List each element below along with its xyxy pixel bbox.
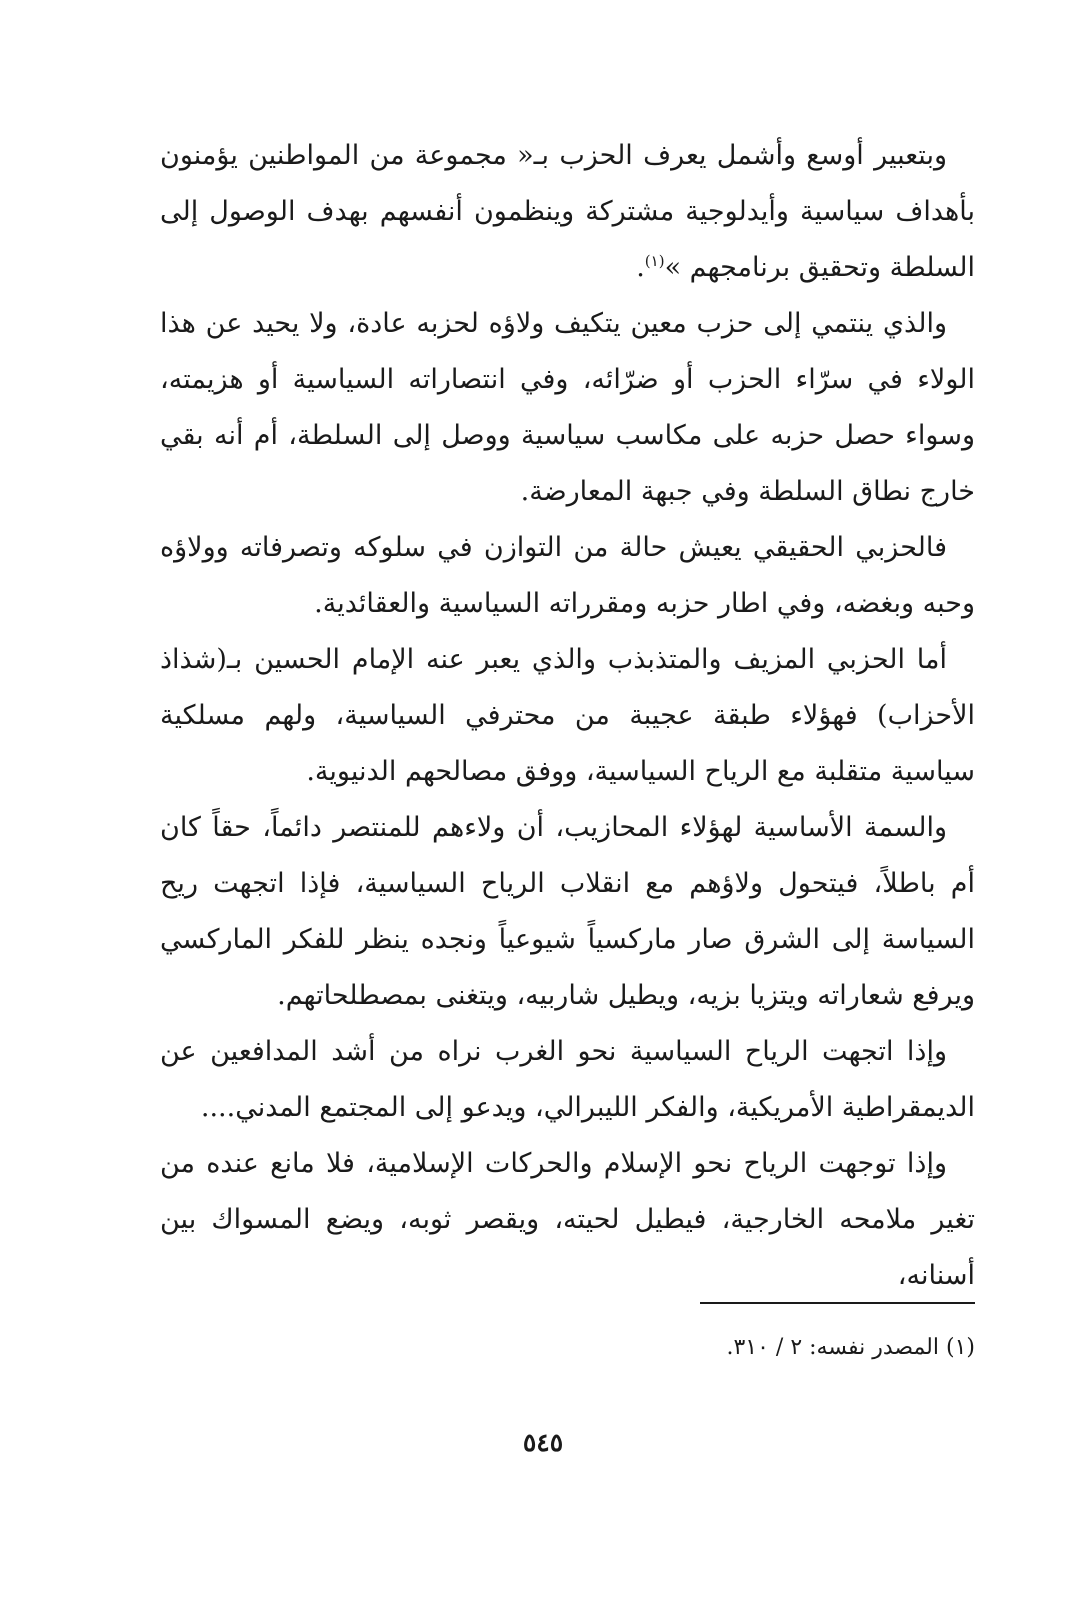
footnote-reference: (١)	[644, 252, 665, 270]
paragraph-4: أما الحزبي المزيف والمتذبذب والذي يعبر عنه الإمام الحسين بـ(شذاذ الأحزاب) فهؤلاء طبقة عجيبة من محترفي السياسية، ولهم مسلكية سياسية متقلبة مع الرياح السياسية، ووفق مصالحهم الدنيوية.	[160, 644, 975, 787]
paragraph-5: والسمة الأساسية لهؤلاء المحازيب، أن ولاءهم للمنتصر دائماً، حقاً كان أم باطلاً، فيتحول ولاؤهم مع انقلاب الرياح السياسية، فإذا اتجهت ريح السياسة إلى الشرق صار ماركسياً شيوعياً ونجده ينظر للفكر الماركسي ويرفع شعاراته ويتزيا بزيه، ويطيل شاربيه، ويتغنى بمصطلحاتهم.	[160, 812, 975, 1011]
paragraph-text: وبتعبير أوسع وأشمل يعرف الحزب بـ« مجموعة من المواطنين يؤمنون بأهداف سياسية وأيدلوجية مشتركة وينظمون أنفسهم بهدف الوصول إلى السلطة وتحقيق برنامجهم »	[160, 140, 975, 283]
paragraph-6: وإذا اتجهت الرياح السياسية نحو الغرب نراه من أشد المدافعين عن الديمقراطية الأمريكية، والفكر الليبرالي، ويدعو إلى المجتمع المدني....	[160, 1036, 975, 1123]
footnote: (١) المصدر نفسه: ٢ / ٣١٠.	[726, 1335, 975, 1360]
paragraph-7: وإذا توجهت الرياح نحو الإسلام والحركات الإسلامية، فلا مانع عنده من تغير ملامحه الخارجية، فيطيل لحيته، ويقصر ثوبه، ويضع المسواك بين أسنانه،	[160, 1148, 975, 1291]
paragraph-tail: .	[636, 252, 645, 283]
page-number: ٥٤٥	[522, 1428, 564, 1457]
paragraph-1	[160, 128, 975, 296]
footnote-divider	[700, 1302, 975, 1304]
paragraph-3: فالحزبي الحقيقي يعيش حالة من التوازن في سلوكه وتصرفاته وولاؤه وحبه وبغضه، وفي اطار حزبه ومقرراته السياسية والعقائدية.	[160, 532, 975, 619]
paragraph-2: والذي ينتمي إلى حزب معين يتكيف ولاؤه لحزبه عادة، ولا يحيد عن هذا الولاء في سرّاء الحزب أو ضرّائه، وفي انتصاراته السياسية أو هزيمته، وسواء حصل حزبه على مكاسب سياسية ووصل إلى السلطة، أم أنه بقي خارج نطاق السلطة وفي جبهة المعارضة.	[160, 308, 975, 507]
main-text	[160, 128, 975, 1304]
